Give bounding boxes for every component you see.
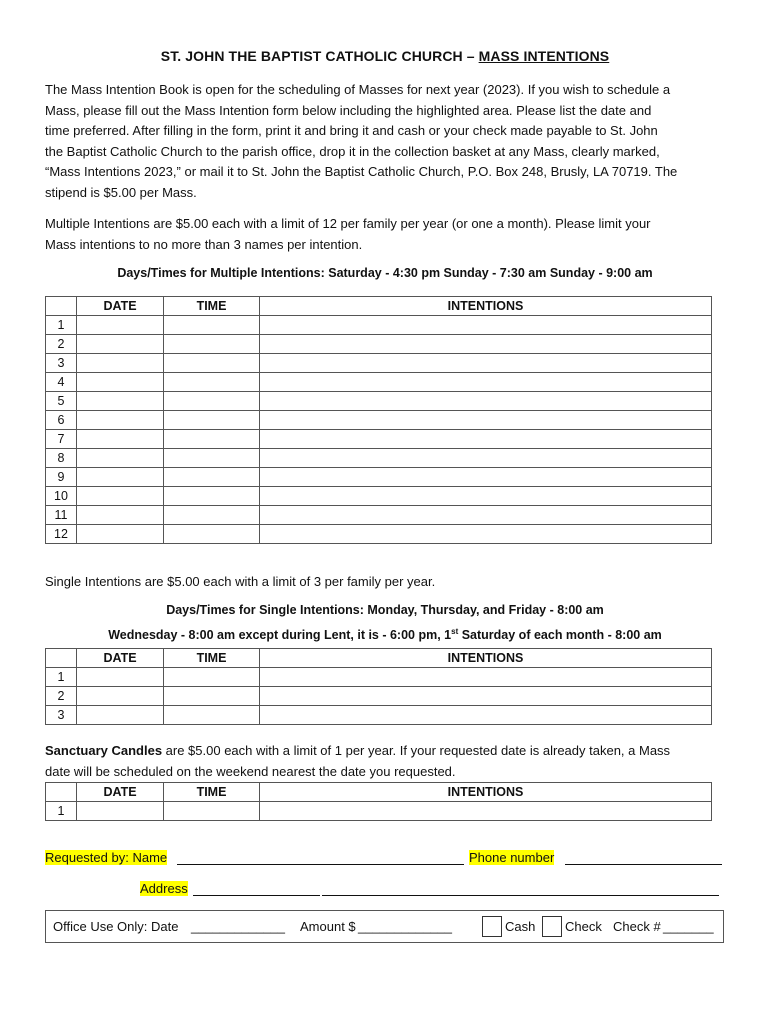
candles-text-2: date will be scheduled on the weekend nearest the date you requested. bbox=[45, 763, 456, 779]
date-cell[interactable] bbox=[77, 411, 164, 430]
sanctuary-candles-table bbox=[45, 782, 712, 821]
date-cell[interactable] bbox=[77, 316, 164, 335]
date-cell[interactable] bbox=[77, 487, 164, 506]
intentions-cell[interactable] bbox=[260, 316, 712, 335]
row-number: 1 bbox=[46, 802, 77, 821]
name-label: Requested by: Name bbox=[45, 850, 168, 865]
intentions-cell[interactable] bbox=[260, 411, 712, 430]
intro-line: Mass, please fill out the Mass Intention form below including the highlighted area. Please list the date and bbox=[45, 102, 652, 118]
table-row bbox=[46, 354, 712, 373]
time-cell[interactable] bbox=[164, 392, 260, 411]
single-times-text: Wednesday - 8:00 am except during Lent, it is - 6:00 pm, 1 bbox=[108, 628, 452, 642]
multiple-line: Mass intentions to no more than 3 names per intention. bbox=[45, 236, 363, 252]
date-cell[interactable] bbox=[77, 506, 164, 525]
phone-field[interactable] bbox=[565, 850, 722, 865]
table-header-row bbox=[46, 783, 712, 802]
intentions-column-header: INTENTIONS bbox=[260, 297, 712, 316]
row-number: 1 bbox=[46, 668, 77, 687]
intentions-cell[interactable] bbox=[260, 449, 712, 468]
intentions-cell[interactable] bbox=[260, 525, 712, 544]
intentions-cell[interactable] bbox=[260, 687, 712, 706]
row-number: 1 bbox=[46, 316, 77, 335]
row-number-header bbox=[46, 297, 77, 316]
date-cell[interactable] bbox=[77, 449, 164, 468]
row-number: 2 bbox=[46, 687, 77, 706]
address-field-2[interactable] bbox=[322, 881, 719, 896]
date-column-header: DATE bbox=[77, 297, 164, 316]
table-row bbox=[46, 687, 712, 706]
row-number: 2 bbox=[46, 335, 77, 354]
table-row bbox=[46, 430, 712, 449]
check-number-label: Check # bbox=[613, 919, 661, 934]
address-label: Address bbox=[140, 881, 188, 896]
table-row bbox=[46, 525, 712, 544]
table-header-row bbox=[46, 297, 712, 316]
time-cell[interactable] bbox=[164, 668, 260, 687]
office-date-blank[interactable]: _____________ bbox=[191, 919, 285, 934]
time-cell[interactable] bbox=[164, 354, 260, 373]
intentions-column-header: INTENTIONS bbox=[260, 649, 712, 668]
time-cell[interactable] bbox=[164, 525, 260, 544]
title-underlined: MASS INTENTIONS bbox=[478, 48, 610, 64]
table-row bbox=[46, 449, 712, 468]
office-use-box bbox=[45, 910, 724, 943]
intentions-cell[interactable] bbox=[260, 373, 712, 392]
intro-line: time preferred. After filling in the form, print it and bring it and cash or your check made payable to St. John bbox=[45, 123, 658, 139]
single-intentions-text: Single Intentions are $5.00 each with a limit of 3 per family per year. bbox=[45, 574, 436, 589]
time-cell[interactable] bbox=[164, 487, 260, 506]
row-number: 7 bbox=[46, 430, 77, 449]
intentions-cell[interactable] bbox=[260, 706, 712, 725]
row-number: 10 bbox=[46, 487, 77, 506]
time-cell[interactable] bbox=[164, 802, 260, 821]
table-row bbox=[46, 392, 712, 411]
check-checkbox[interactable] bbox=[542, 916, 562, 937]
check-number-blank[interactable]: _______ bbox=[663, 919, 714, 934]
row-number: 4 bbox=[46, 373, 77, 392]
intentions-cell[interactable] bbox=[260, 487, 712, 506]
table-row bbox=[46, 506, 712, 525]
time-cell[interactable] bbox=[164, 316, 260, 335]
date-cell[interactable] bbox=[77, 392, 164, 411]
multiple-intentions-paragraph bbox=[45, 214, 725, 255]
multiple-intentions-table bbox=[45, 296, 712, 544]
table-row bbox=[46, 668, 712, 687]
table-header-row bbox=[46, 649, 712, 668]
name-field[interactable] bbox=[177, 850, 464, 865]
date-cell[interactable] bbox=[77, 354, 164, 373]
time-cell[interactable] bbox=[164, 506, 260, 525]
check-label: Check bbox=[565, 919, 602, 934]
amount-label: Amount $ bbox=[300, 919, 356, 934]
office-date-label: Office Use Only: Date bbox=[53, 919, 179, 934]
title-main: ST. JOHN THE BAPTIST CATHOLIC CHURCH – bbox=[160, 48, 479, 64]
page-title bbox=[0, 48, 770, 64]
single-intentions-table bbox=[45, 648, 712, 725]
candles-text: are $5.00 each with a limit of 1 per year. If your requested date is already taken, a Mass bbox=[162, 743, 671, 758]
row-number: 3 bbox=[46, 706, 77, 725]
sanctuary-candles-paragraph bbox=[45, 741, 725, 782]
time-column-header: TIME bbox=[164, 649, 260, 668]
date-column-header: DATE bbox=[77, 649, 164, 668]
date-cell[interactable] bbox=[77, 430, 164, 449]
table-row bbox=[46, 373, 712, 392]
date-cell[interactable] bbox=[77, 687, 164, 706]
date-cell[interactable] bbox=[77, 706, 164, 725]
intro-paragraph bbox=[45, 80, 725, 204]
table-row bbox=[46, 316, 712, 335]
amount-blank[interactable]: _____________ bbox=[358, 919, 452, 934]
cash-label: Cash bbox=[505, 919, 536, 934]
time-cell[interactable] bbox=[164, 430, 260, 449]
intro-line: “Mass Intentions 2023,” or mail it to St. John the Baptist Catholic Church, P.O. Box 248, Brusly, LA 70719. The bbox=[45, 164, 678, 180]
date-cell[interactable] bbox=[77, 468, 164, 487]
intentions-column-header: INTENTIONS bbox=[260, 783, 712, 802]
single-intentions-times-1: Days/Times for Single Intentions: Monday, Thursday, and Friday - 8:00 am bbox=[166, 603, 604, 617]
row-number: 8 bbox=[46, 449, 77, 468]
row-number: 5 bbox=[46, 392, 77, 411]
time-cell[interactable] bbox=[164, 449, 260, 468]
table-row bbox=[46, 335, 712, 354]
table-row bbox=[46, 487, 712, 506]
table-row bbox=[46, 411, 712, 430]
date-cell[interactable] bbox=[77, 668, 164, 687]
intro-line: The Mass Intention Book is open for the scheduling of Masses for next year (2023). If you wish to schedule a bbox=[45, 82, 671, 97]
intentions-cell[interactable] bbox=[260, 392, 712, 411]
time-cell[interactable] bbox=[164, 687, 260, 706]
intentions-cell[interactable] bbox=[260, 668, 712, 687]
row-number: 11 bbox=[46, 506, 77, 525]
cash-checkbox[interactable] bbox=[482, 916, 502, 937]
time-column-header: TIME bbox=[164, 783, 260, 802]
time-cell[interactable] bbox=[164, 706, 260, 725]
time-cell[interactable] bbox=[164, 411, 260, 430]
time-cell[interactable] bbox=[164, 373, 260, 392]
row-number: 6 bbox=[46, 411, 77, 430]
row-number: 12 bbox=[46, 525, 77, 544]
intro-line: the Baptist Catholic Church to the parish office, drop it in the collection basket at any Mass, clearly marked, bbox=[45, 143, 660, 159]
date-cell[interactable] bbox=[77, 373, 164, 392]
date-cell[interactable] bbox=[77, 335, 164, 354]
intentions-cell[interactable] bbox=[260, 354, 712, 373]
candles-bold-label: Sanctuary Candles bbox=[45, 743, 163, 758]
table-row bbox=[46, 802, 712, 821]
date-column-header: DATE bbox=[77, 783, 164, 802]
table-row bbox=[46, 706, 712, 725]
row-number-header bbox=[46, 649, 77, 668]
phone-label: Phone number bbox=[469, 850, 555, 865]
time-cell[interactable] bbox=[164, 468, 260, 487]
table-row bbox=[46, 468, 712, 487]
time-cell[interactable] bbox=[164, 335, 260, 354]
single-times-text-end: Saturday of each month - 8:00 am bbox=[458, 628, 662, 642]
intentions-cell[interactable] bbox=[260, 430, 712, 449]
intentions-cell[interactable] bbox=[260, 506, 712, 525]
intentions-cell[interactable] bbox=[260, 335, 712, 354]
intentions-cell[interactable] bbox=[260, 468, 712, 487]
row-number-header bbox=[46, 783, 77, 802]
row-number: 9 bbox=[46, 468, 77, 487]
row-number: 3 bbox=[46, 354, 77, 373]
ordinal-suffix: st bbox=[451, 627, 459, 636]
intro-line: stipend is $5.00 per Mass. bbox=[45, 184, 197, 200]
time-column-header: TIME bbox=[164, 297, 260, 316]
single-intentions-times-2 bbox=[0, 627, 770, 642]
date-cell[interactable] bbox=[77, 802, 164, 821]
multiple-line: Multiple Intentions are $5.00 each with a limit of 12 per family per year (or one a month). Please limit your bbox=[45, 216, 651, 231]
date-cell[interactable] bbox=[77, 525, 164, 544]
multiple-intentions-times: Days/Times for Multiple Intentions: Saturday - 4:30 pm Sunday - 7:30 am Sunday - 9:00 am bbox=[117, 266, 653, 280]
intentions-cell[interactable] bbox=[260, 802, 712, 821]
address-field-1[interactable] bbox=[193, 881, 320, 896]
